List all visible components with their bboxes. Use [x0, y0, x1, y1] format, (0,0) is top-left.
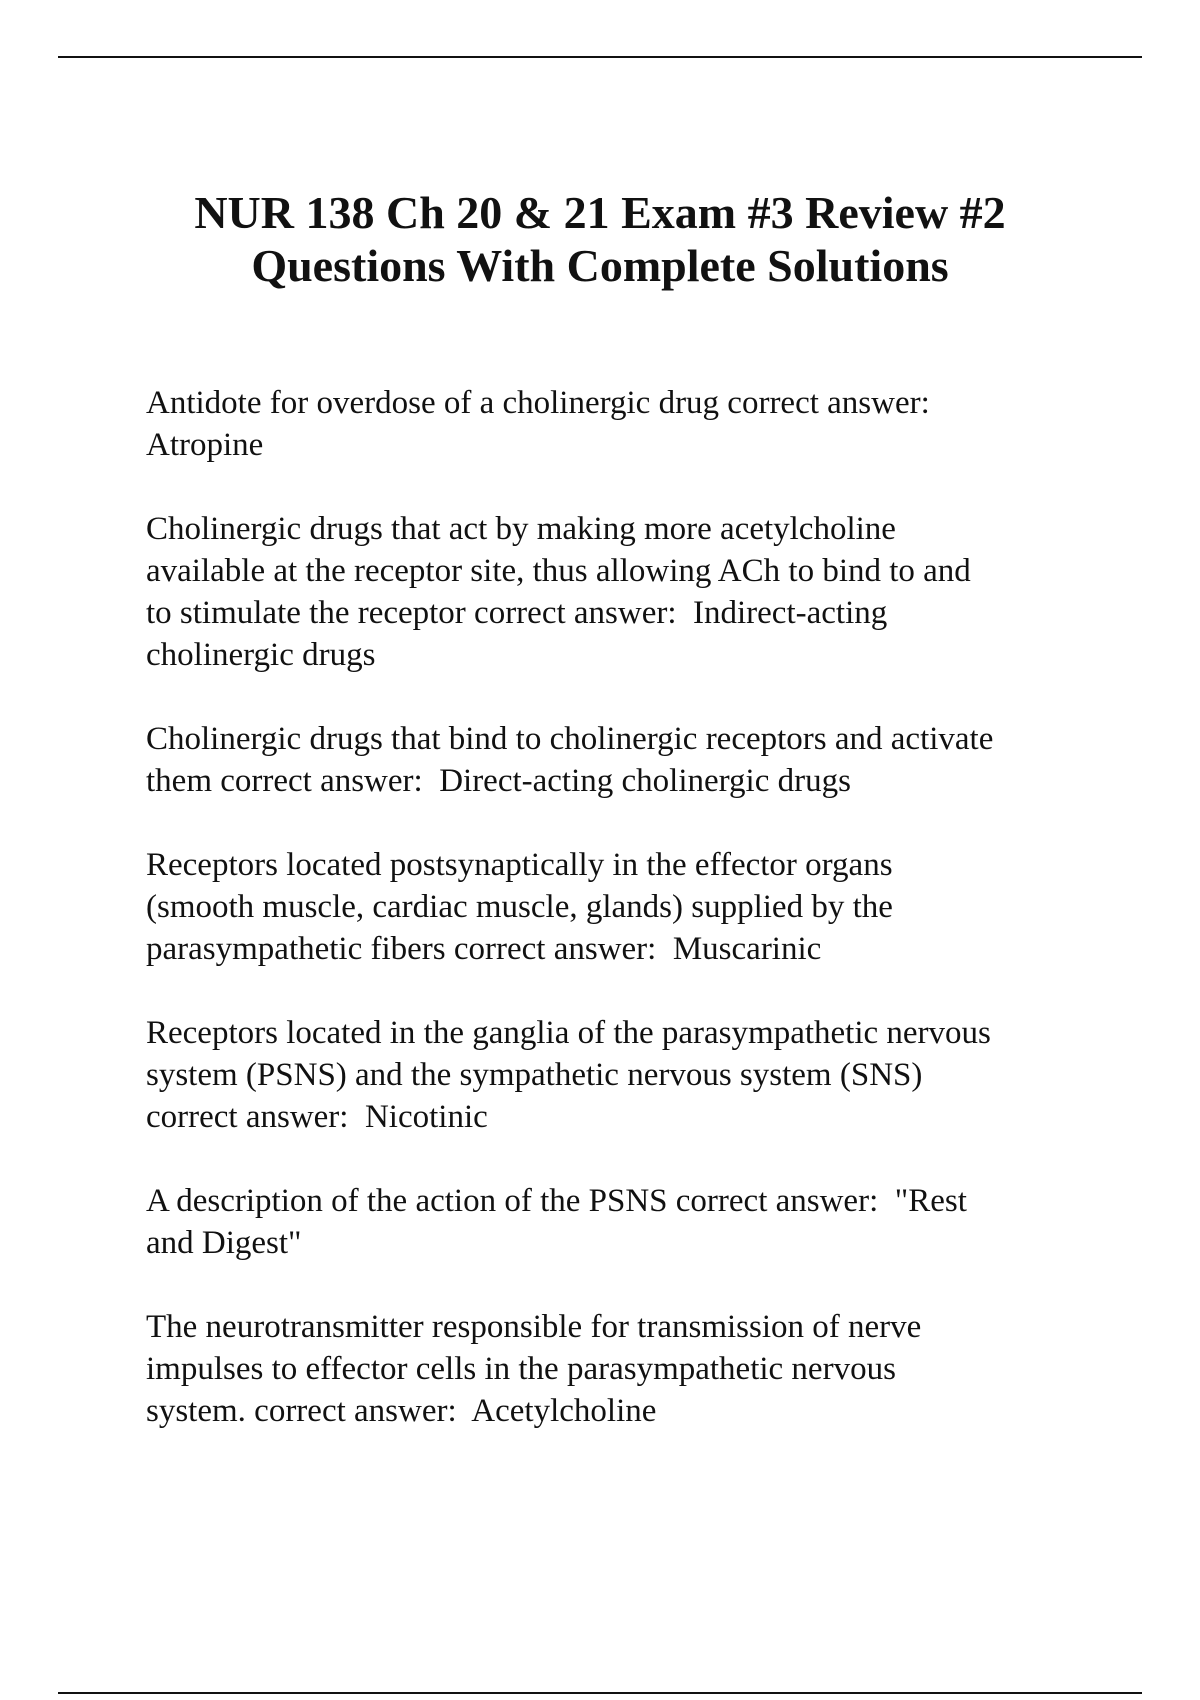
- text-line: cholinergic drugs: [146, 637, 376, 673]
- text-line: Atropine: [146, 427, 264, 463]
- text-line: The neurotransmitter responsible for transmission of nerve: [146, 1309, 922, 1345]
- bottom-divider: [58, 1692, 1142, 1694]
- qa-item-psns-action: [146, 1180, 1106, 1264]
- qa-item-muscarinic: [146, 844, 1106, 970]
- title-line-1: NUR 138 Ch 20 & 21 Exam #3 Review #2: [194, 187, 1006, 238]
- text-line: Receptors located postsynaptically in the effector organs: [146, 847, 893, 883]
- text-line: and Digest": [146, 1225, 302, 1261]
- text-line: to stimulate the receptor correct answer: Indirect-acting: [146, 595, 888, 631]
- text-line: Antidote for overdose of a cholinergic drug correct answer:: [146, 385, 930, 421]
- text-line: Receptors located in the ganglia of the parasympathetic nervous: [146, 1015, 991, 1051]
- top-divider: [58, 56, 1142, 58]
- text-line: them correct answer: Direct-acting cholinergic drugs: [146, 763, 851, 799]
- text-line: available at the receptor site, thus allowing ACh to bind to and: [146, 553, 971, 589]
- text-line: system (PSNS) and the sympathetic nervous system (SNS): [146, 1057, 923, 1093]
- question-answer-list: [146, 382, 1106, 1474]
- qa-item-neurotransmitter: [146, 1306, 1106, 1432]
- text-line: impulses to effector cells in the parasympathetic nervous: [146, 1351, 896, 1387]
- qa-item-nicotinic: [146, 1012, 1106, 1138]
- title-line-2: Questions With Complete Solutions: [251, 240, 949, 291]
- text-line: (smooth muscle, cardiac muscle, glands) supplied by the: [146, 889, 893, 925]
- text-line: Cholinergic drugs that bind to cholinergic receptors and activate: [146, 721, 994, 757]
- text-line: correct answer: Nicotinic: [146, 1099, 488, 1135]
- qa-item-antidote: [146, 382, 1106, 466]
- qa-item-indirect-acting: [146, 508, 1106, 676]
- text-line: A description of the action of the PSNS correct answer: "Rest: [146, 1183, 967, 1219]
- document-title: [0, 186, 1200, 292]
- text-line: Cholinergic drugs that act by making more acetylcholine: [146, 511, 896, 547]
- text-line: parasympathetic fibers correct answer: Muscarinic: [146, 931, 822, 967]
- qa-item-direct-acting: [146, 718, 1106, 802]
- text-line: system. correct answer: Acetylcholine: [146, 1393, 657, 1429]
